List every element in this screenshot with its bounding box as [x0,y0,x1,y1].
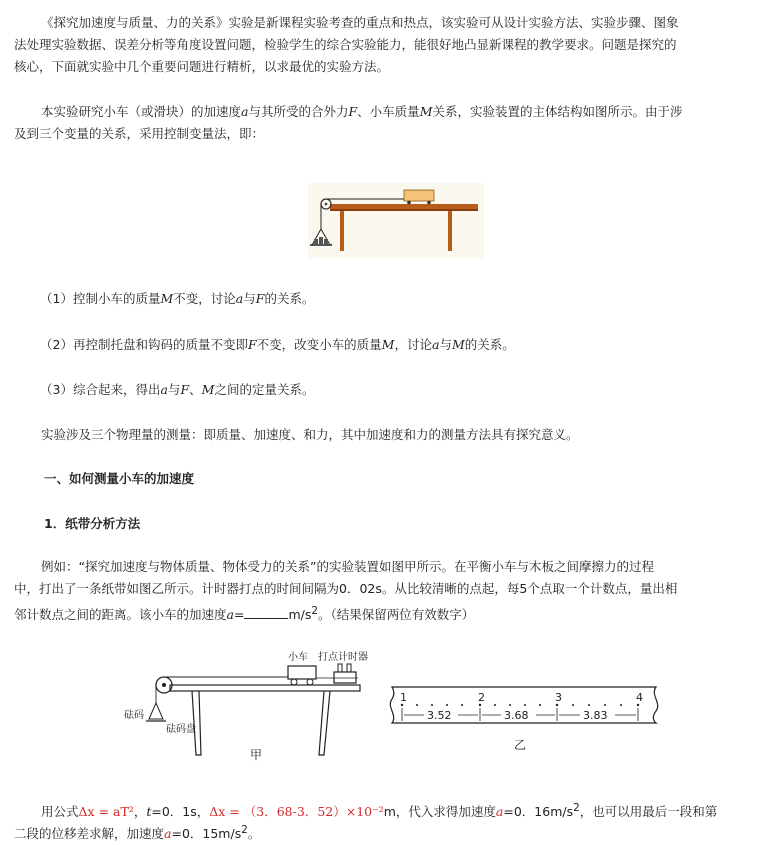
sup: 2 [573,802,580,814]
unit: m/s [288,607,312,623]
solution-line-2 [14,819,762,845]
tape-point-label: 3 [555,691,562,704]
apparatus-figure-jia [112,645,372,765]
var: M [160,291,174,306]
answer-blank[interactable] [244,606,288,619]
text: （1）控制小车的质量 [40,291,161,306]
intro-line-1: 《探究加速度与质量、力的关系》实验是新课程实验考查的重点和热点，该实验可从设计实验方法、实验步骤、图象 [41,15,679,30]
var: a [235,291,244,306]
text: =0．1s， [151,804,210,820]
var: a [160,382,168,397]
timer-label: 打点计时器 [318,652,368,663]
car-label: 小车 [288,652,308,663]
text: 之间的定量关系。 [214,382,315,397]
table-leg [192,691,201,755]
text: （3）综合起来，得出 [40,382,161,397]
tape-point-label: 4 [636,691,643,704]
step-2 [40,334,772,356]
text: 用公式 [41,804,79,820]
text: 邻计数点之间的距离。该小车的加速度 [14,607,227,623]
example-line-1: 例如：“探究加速度与物体质量、物体受力的关系”的实验装置如图甲所示。在平衡小车与木板之间摩擦力的过程 [41,559,654,574]
text: 、小车质量 [357,104,420,119]
weight-label: 砝码 [124,710,144,721]
intro-line-2: 法处理实验数据、误差分析等角度设置问题，检验学生的综合实验能力，能很好地凸显新课程的教学要求。问题是探究的 [14,37,677,52]
timer [334,672,356,683]
tape-distance: 3.68 [504,709,529,722]
sup: 2 [241,824,248,836]
var: F [180,382,190,397]
var: M [381,337,395,352]
weight [319,237,323,245]
text: 与 [439,337,452,352]
text: 与 [243,291,256,306]
text: =0．15m/s [171,826,242,842]
var-t: t [146,804,152,820]
car [404,190,434,201]
caption-yi: 乙 [514,738,527,752]
tape-point-label: 2 [478,691,485,704]
text: 不变，改变小车的质量 [256,337,382,352]
text: 与 [167,382,181,397]
var: M [451,337,465,352]
var: F [255,291,265,306]
table-leg [448,211,452,251]
text: 、 [189,382,202,397]
subsection-heading: 1．纸带分析方法 [44,516,141,531]
weight [314,239,318,245]
text: 。 [247,826,261,842]
step-3 [40,379,772,401]
text: 关系，实验装置的主体结构如图所示。由于涉 [432,104,683,119]
text: = [233,607,245,623]
measurement-paragraph: 实验涉及三个物理量的测量：即质量、加速度、和力，其中加速度和力的测量方法具有探究意义。 [41,427,579,442]
caption-jia: 甲 [250,748,263,762]
tape-distance: 3.83 [583,709,608,722]
text: ，也可以用最后一段和第 [579,804,718,820]
example-line-2: 中，打出了一条纸带如图乙所示。计时器打点的时间间隔为0．02s。从比较清晰的点起，每5个点取一个计数点，量出相 [14,581,678,596]
text: 二段的位移差求解，加速度 [14,826,165,842]
unit-sup: 2 [311,605,318,617]
text: 的关系。 [464,337,515,352]
formula-delta-x: Δx = aT² [78,804,134,820]
method-line-2: 及到三个变量的关系，采用控制变量法，即： [14,126,265,141]
paper-tape-figure-yi [384,683,666,755]
apparatus-figure-1 [308,183,484,258]
tape-distance: 3.52 [427,709,452,722]
formula-delta-x-value: Δx = （3．68-3．52）×10⁻² [209,804,384,820]
text: （2）再控制托盘和钩码的质量不变即 [40,337,248,352]
pan-label: 砝码盘 [166,724,196,735]
table-leg [340,211,344,251]
var: F [247,337,257,352]
text: 本实验研究小车（或滑块）的加速度 [41,104,242,119]
board [170,685,360,691]
text: ，讨论 [394,337,432,352]
var-a: a [164,826,172,842]
text: ， [133,804,147,820]
var-F: F [348,104,358,119]
step-1 [40,288,772,310]
var-a: a [241,104,249,119]
text: 与其所受的合外力 [248,104,349,119]
var-M: M [419,104,433,119]
var: a [432,337,440,352]
section-heading: 一、如何测量小车的加速度 [44,471,195,486]
var-a: a [226,607,234,623]
text: 不变，讨论 [173,291,236,306]
text: =0．16m/s [503,804,574,820]
text: m，代入求得加速度 [383,804,496,820]
table-leg [319,691,330,755]
tape-point-label: 1 [400,691,407,704]
weight [149,703,163,719]
weight [324,239,328,245]
car [288,666,316,679]
text: 的关系。 [264,291,315,306]
method-line-1 [14,101,762,123]
var-a: a [495,804,504,820]
text: 。（结果保留两位有效数字） [317,607,475,623]
example-line-3 [14,600,762,626]
intro-line-3: 核心，下面就实验中几个重要问题进行精析，以求最优的实验方法。 [14,59,390,74]
var: M [201,382,215,397]
table-top [330,204,478,209]
